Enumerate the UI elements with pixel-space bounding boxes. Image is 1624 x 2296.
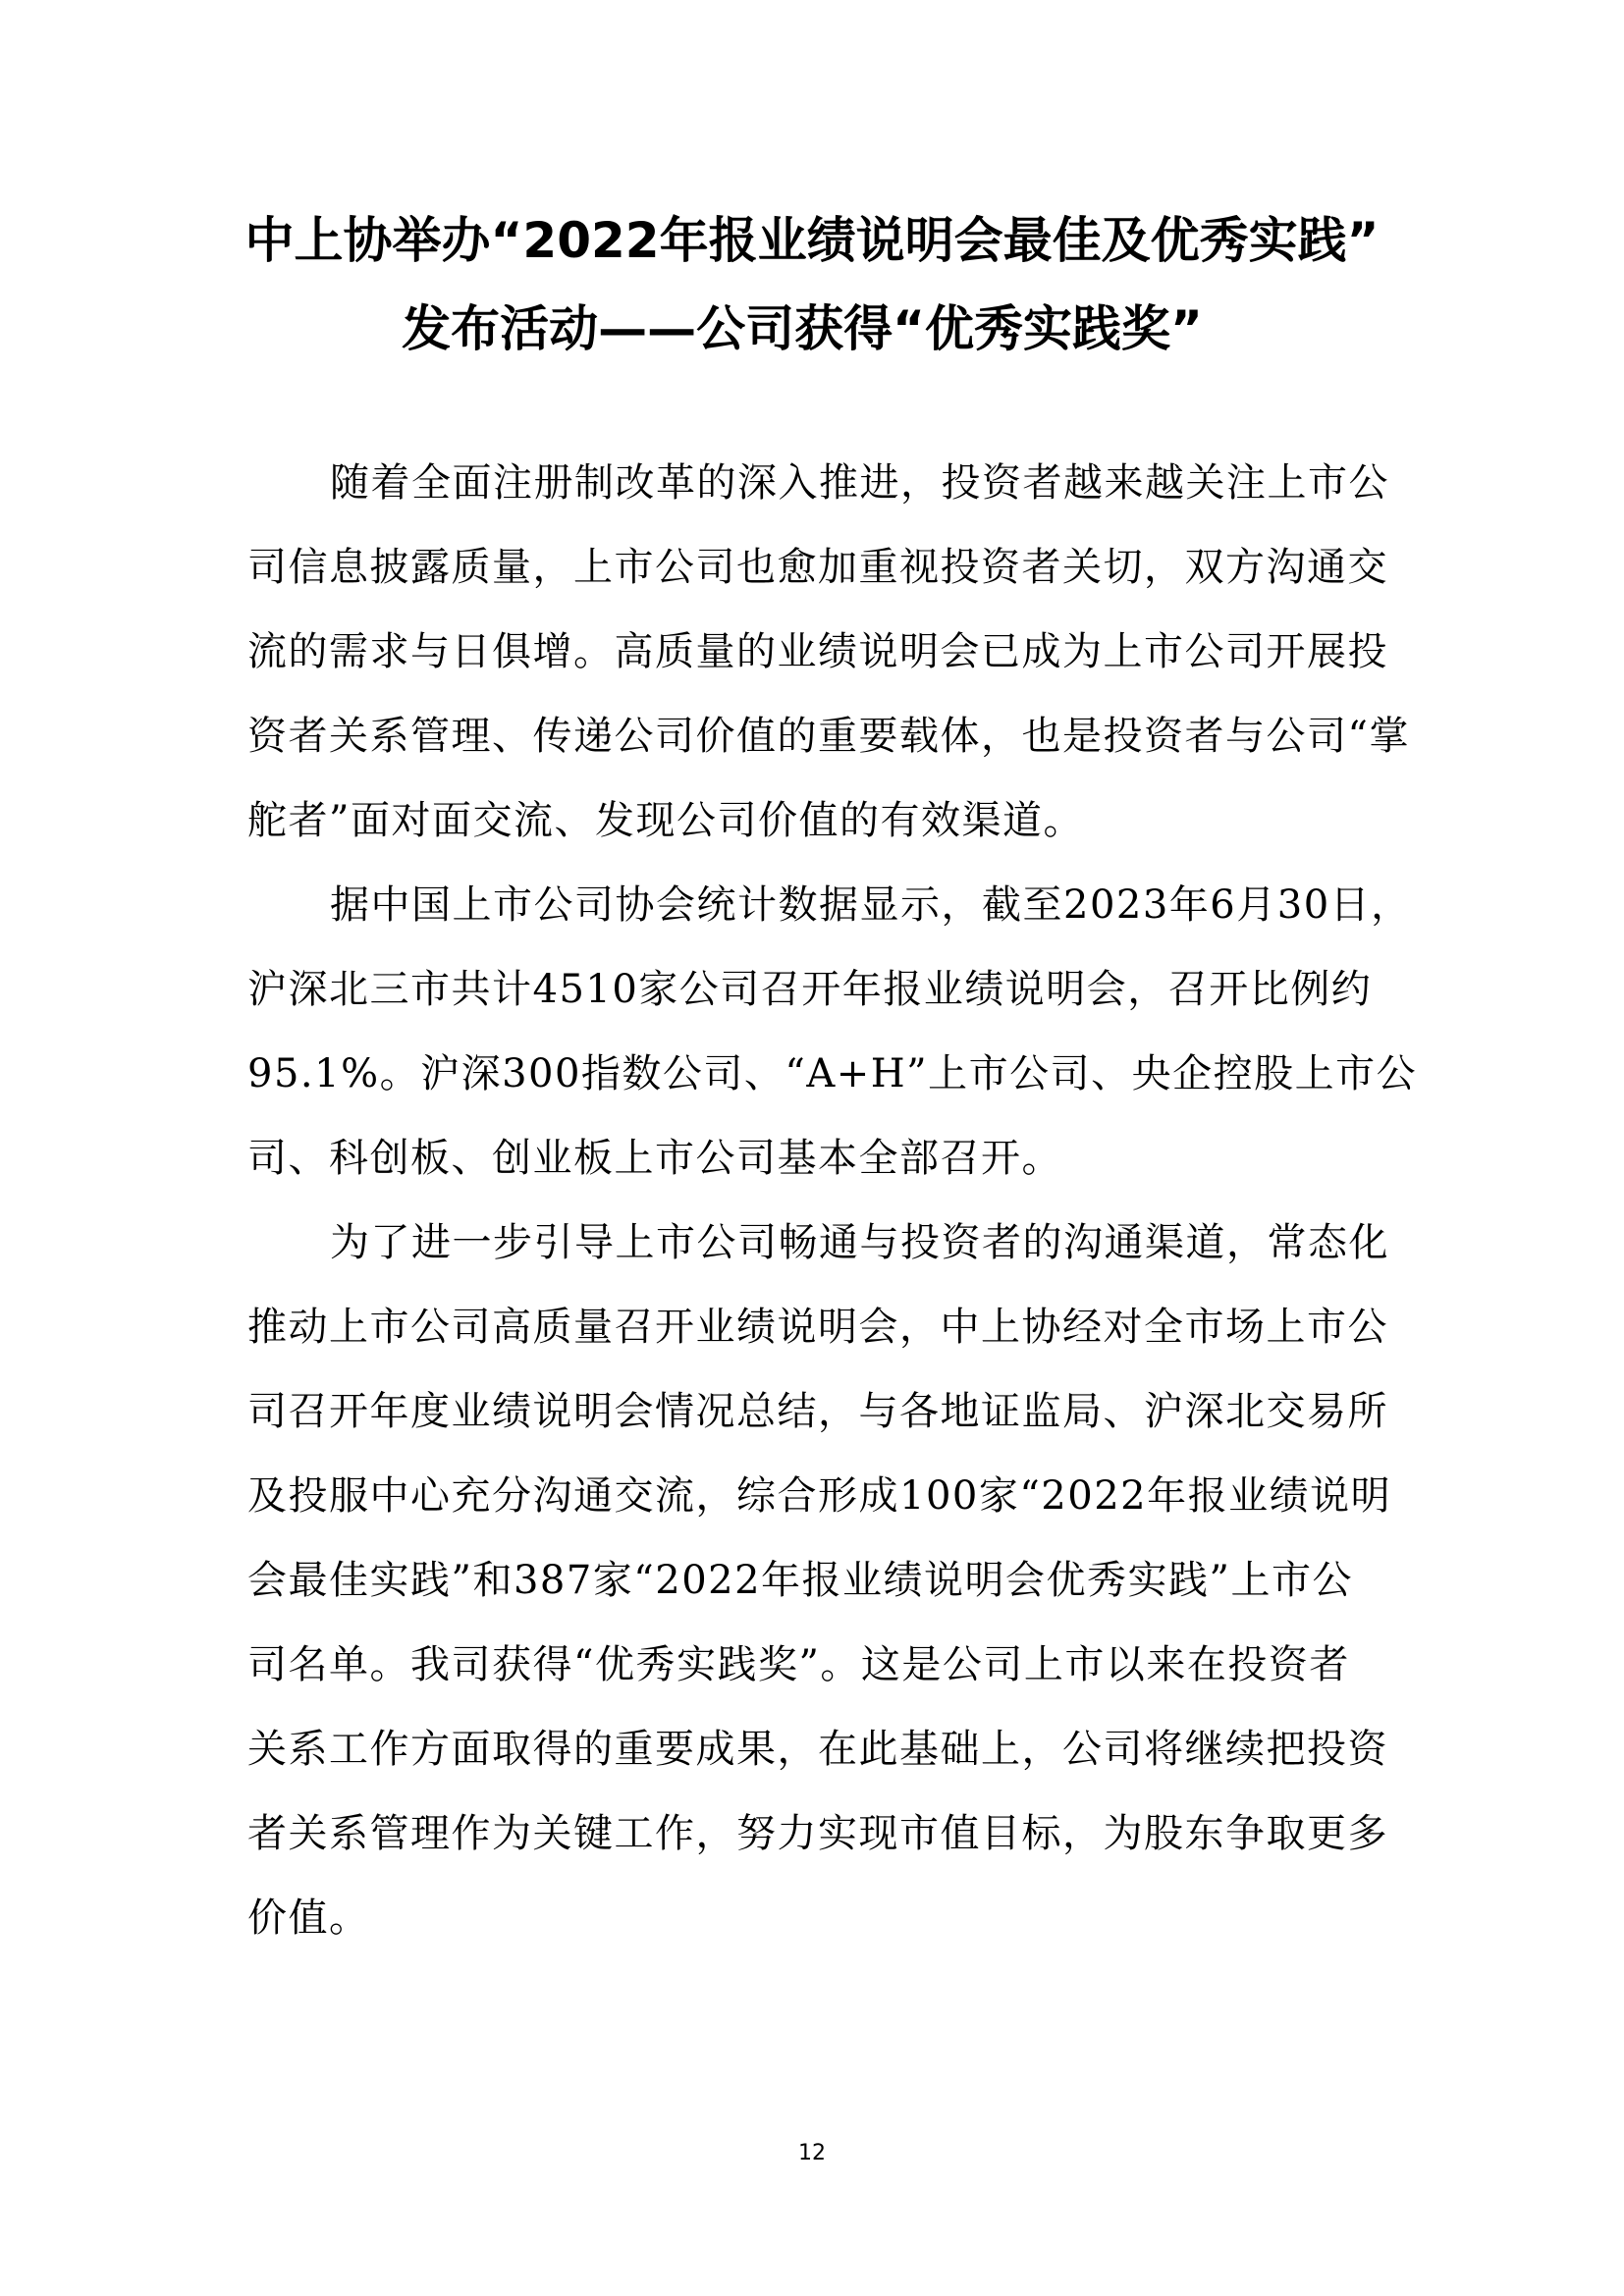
paragraph-line: 者关系管理作为关键工作，努力实现市值目标，为股东争取更多 (247, 1811, 1388, 1856)
document-title-line-1: 中上协举办“2022年报业绩说明会最佳及优秀实践” (244, 212, 1380, 269)
document-title-line-2: 发布活动——公司获得“优秀实践奖” (402, 300, 1203, 357)
paragraph-line: 司、科创板、创业板上市公司基本全部召开。 (247, 1136, 1062, 1181)
paragraph-line: 资者关系管理、传递公司价值的重要载体，也是投资者与公司“掌 (247, 714, 1410, 759)
paragraph-line: 流的需求与日俱增。高质量的业绩说明会已成为上市公司开展投 (247, 629, 1388, 674)
paragraph-line: 及投服中心充分沟通交流，综合形成100家“2022年报业绩说明 (247, 1473, 1392, 1519)
paragraph-line: 随着全面注册制改革的深入推进，投资者越来越关注上市公 (330, 460, 1389, 506)
paragraph-line: 为了进一步引导上市公司畅通与投资者的沟通渠道，常态化 (330, 1220, 1389, 1265)
paragraph-line: 沪深北三市共计4510家公司召开年报业绩说明会，召开比例约 (247, 967, 1373, 1012)
paragraph-line: 95.1%。沪深300指数公司、“A+H”上市公司、央企控股上市公 (247, 1051, 1418, 1096)
paragraph-line: 关系工作方面取得的重要成果，在此基础上，公司将继续把投资 (247, 1727, 1388, 1772)
paragraph-line: 推动上市公司高质量召开业绩说明会，中上协经对全市场上市公 (247, 1305, 1388, 1350)
paragraph-line: 司召开年度业绩说明会情况总结，与各地证监局、沪深北交易所 (247, 1389, 1388, 1434)
paragraph-line: 司名单。我司获得“优秀实践奖”。这是公司上市以来在投资者 (247, 1642, 1350, 1687)
page-number: 12 (798, 2141, 826, 2165)
paragraph-line: 价值。 (247, 1896, 370, 1941)
paragraph-line: 司信息披露质量，上市公司也愈加重视投资者关切，双方沟通交 (247, 545, 1388, 590)
paragraph-line: 会最佳实践”和387家“2022年报业绩说明会优秀实践”上市公 (247, 1558, 1353, 1603)
paragraph-line: 舵者”面对面交流、发现公司价值的有效渠道。 (247, 798, 1084, 843)
paragraph-line: 据中国上市公司协会统计数据显示，截至2023年6月30日， (330, 882, 1412, 928)
